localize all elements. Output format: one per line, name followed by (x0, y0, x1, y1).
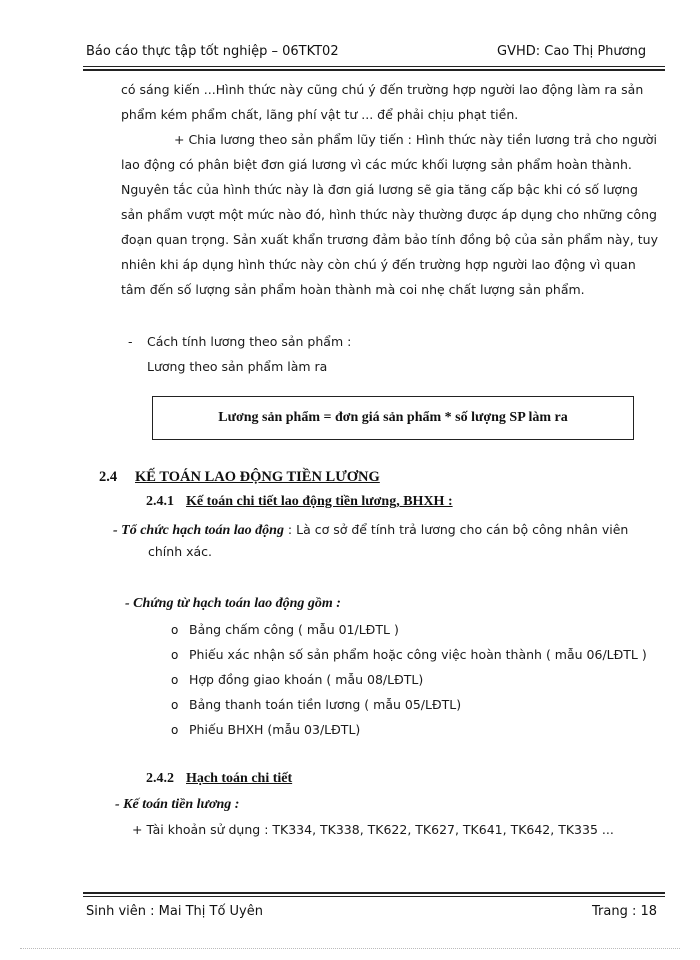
header-right: GVHD: Cao Thị Phương (497, 44, 647, 59)
header-rule-top (83, 66, 665, 67)
salary-label: - Kế toán tiền lương : (115, 797, 240, 812)
body-line-1: có sáng kiến ...Hình thức này cũng chú ý đến trường hợp người lao động làm ra sản (121, 82, 644, 97)
page-break-line (20, 948, 680, 949)
accounts-line: + Tài khoản sử dụng : TK334, TK338, TK622, TK627, TK641, TK642, TK335 ... (132, 822, 614, 837)
doc-item-2: Phiếu xác nhận số sản phẩm hoặc công việc hoàn thành ( mẫu 06/LĐTL ) (189, 647, 647, 662)
section-2-4-title: KẾ TOÁN LAO ĐỘNG TIỀN LƯƠNG (135, 469, 380, 485)
doc-item-1: Bảng chấm công ( mẫu 01/LĐTL ) (189, 622, 399, 637)
formula-text: Lương sản phẩm = đơn giá sản phẩm * số lượng SP làm ra (218, 410, 568, 425)
org-line (113, 519, 628, 539)
footer-right: Trang : 18 (592, 904, 658, 919)
bullet-icon: o (171, 723, 179, 737)
bullet-icon: o (171, 673, 179, 687)
body-line-7: đoạn quan trọng. Sản xuất khẩn trương đảm bảo tính đồng bộ của sản phẩm này, tuy (121, 232, 658, 247)
calc-subtitle: Lương theo sản phẩm làm ra (147, 359, 328, 374)
doc-item-3: Hợp đồng giao khoán ( mẫu 08/LĐTL) (189, 672, 424, 687)
header-rule-bottom (83, 69, 665, 71)
body-line-8: nhiên khi áp dụng hình thức này còn chú ý đến trường hợp người lao động vì quan (121, 257, 636, 272)
bullet-icon: o (171, 698, 179, 712)
section-2-4-2-title: Hạch toán chi tiết (186, 771, 293, 786)
org-label: - Tổ chức hạch toán lao động (113, 523, 284, 538)
section-2-4-2-number: 2.4.2 (146, 771, 174, 786)
body-line-5: Nguyên tắc của hình thức này là đơn giá lương sẽ gia tăng cấp bậc khi có số lượng (121, 182, 638, 197)
body-line-2: phẩm kém phẩm chất, lãng phí vật tư ... để phải chịu phạt tiền. (121, 107, 519, 122)
body-line-9: tâm đến số lượng sản phẩm hoàn thành mà coi nhẹ chất lượng sản phẩm. (121, 282, 585, 297)
doc-item-4: Bảng thanh toán tiền lương ( mẫu 05/LĐTL) (189, 697, 462, 712)
section-2-4-number: 2.4 (99, 469, 118, 485)
body-line-6: sản phẩm vượt một mức nào đó, hình thức này thường được áp dụng cho những công (121, 207, 657, 222)
section-2-4-1-title: Kế toán chi tiết lao động tiền lương, BHXH : (186, 494, 453, 509)
calc-dash: - (128, 334, 133, 349)
bullet-icon: o (171, 648, 179, 662)
org-text: : Là cơ sở để tính trả lương cho cán bộ công nhân viên (283, 522, 629, 537)
body-line-4: lao động có phân biệt đơn giá lương vì các mức khối lượng sản phẩm hoàn thành. (121, 157, 632, 172)
org-text-continued: chính xác. (148, 544, 212, 559)
footer-left: Sinh viên : Mai Thị Tố Uyên (86, 904, 263, 919)
bullet-icon: o (171, 623, 179, 637)
formula-box (152, 396, 634, 440)
footer-rule-bottom (83, 896, 665, 897)
header-left: Báo cáo thực tập tốt nghiệp – 06TKT02 (86, 44, 339, 59)
body-line-3: + Chia lương theo sản phẩm lũy tiến : Hình thức này tiền lương trả cho người (174, 132, 657, 147)
docs-label: - Chứng từ hạch toán lao động gồm : (125, 596, 341, 611)
section-2-4-1-number: 2.4.1 (146, 494, 174, 509)
footer-rule-top (83, 892, 665, 894)
doc-item-5: Phiếu BHXH (mẫu 03/LĐTL) (189, 722, 361, 737)
calc-title: Cách tính lương theo sản phẩm : (147, 334, 352, 349)
